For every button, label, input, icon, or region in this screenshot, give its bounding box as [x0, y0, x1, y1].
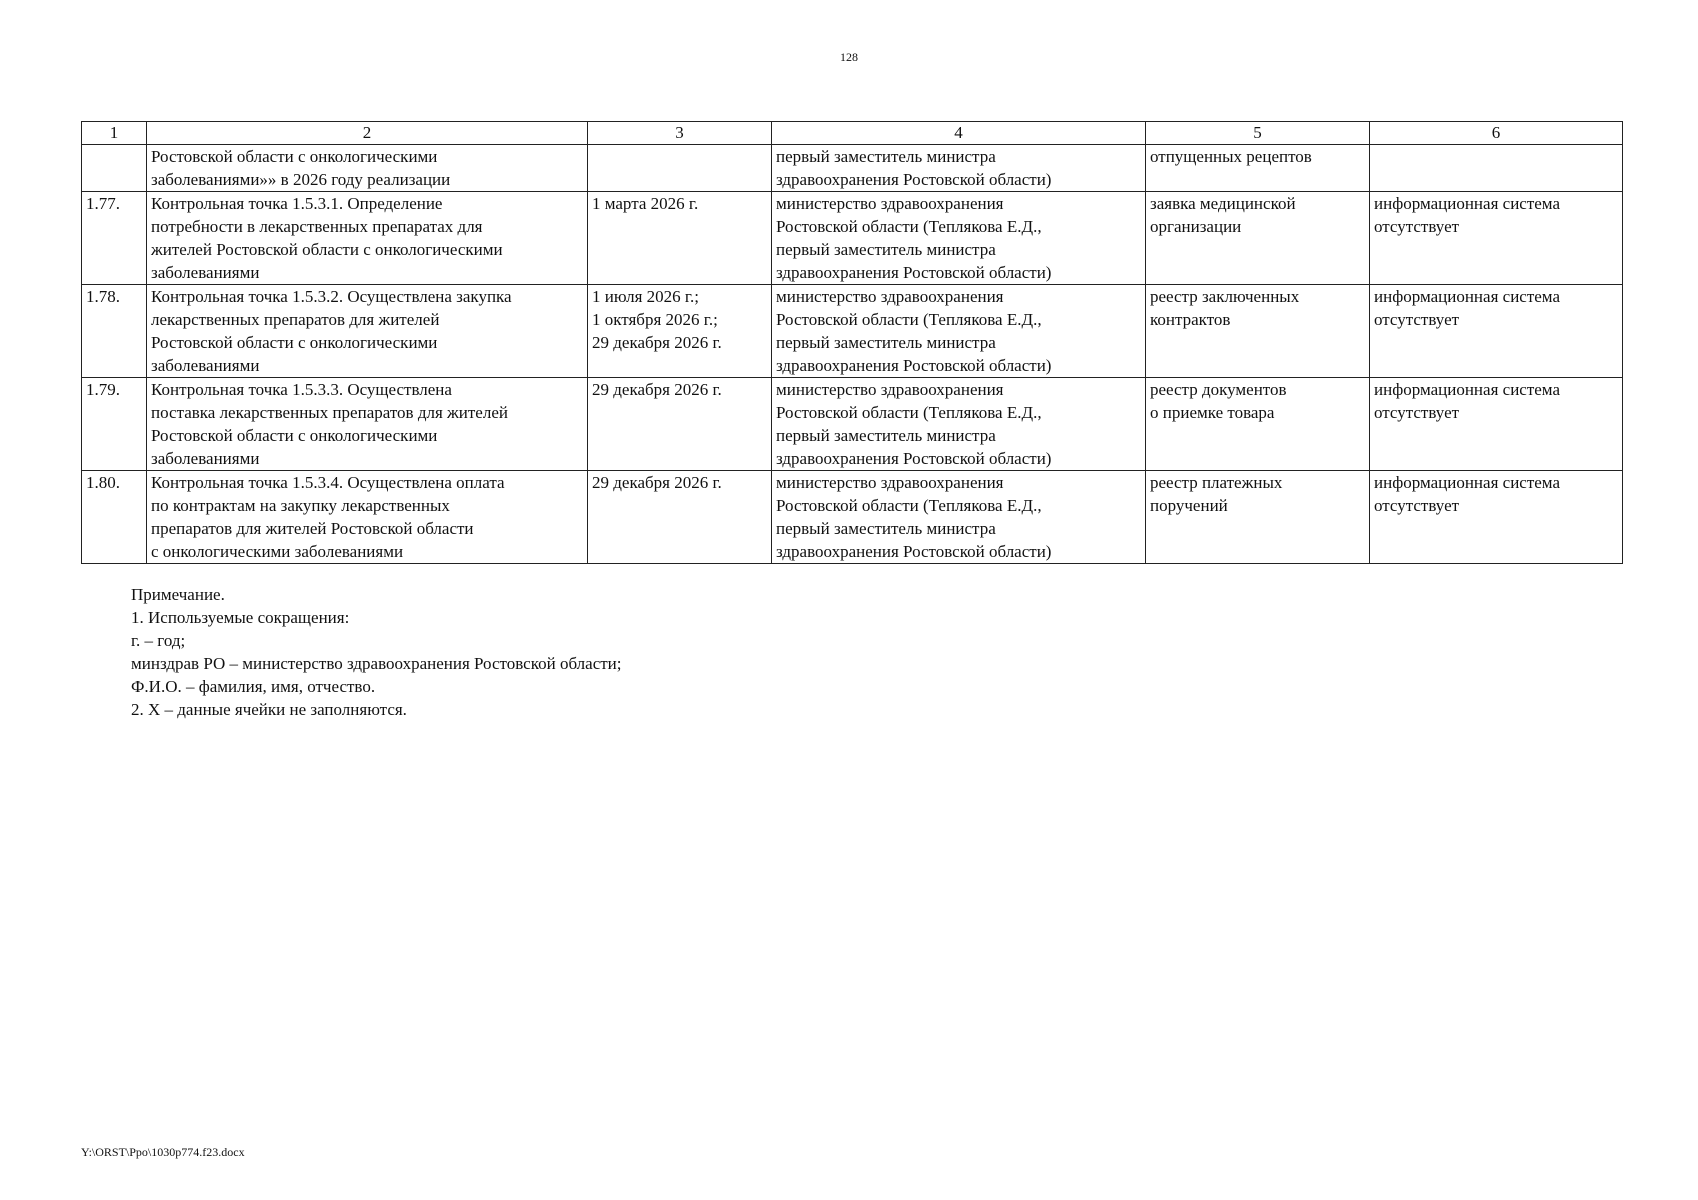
responsible-cell — [772, 145, 1146, 192]
column-header: 6 — [1370, 122, 1623, 145]
cell-text-line: 29 декабря 2026 г. — [592, 333, 722, 352]
control-point-name-cell — [147, 378, 588, 471]
cell-text-line: Ростовской области (Теплякова Е.Д., — [776, 310, 1042, 329]
cell-text-line: заболеваниями — [151, 263, 260, 282]
cell-text-line: информационная система — [1374, 194, 1560, 213]
cell-text-line: Ростовской области (Теплякова Е.Д., — [776, 496, 1042, 515]
table-row — [82, 285, 1623, 378]
cell-text-line: 1 октября 2026 г.; — [592, 310, 718, 329]
row-number-cell: 1.78. — [82, 285, 147, 378]
cell-text-line: отсутствует — [1374, 496, 1460, 515]
cell-text-line: заявка медицинской — [1150, 194, 1296, 213]
cell-text-line: 29 декабря 2026 г. — [592, 473, 722, 492]
column-header: 2 — [147, 122, 588, 145]
cell-text-line: здравоохранения Ростовской области) — [776, 542, 1052, 561]
cell-text-line: Контрольная точка 1.5.3.4. Осуществлена оплата — [151, 473, 505, 492]
cell-text-line: Ростовской области (Теплякова Е.Д., — [776, 217, 1042, 236]
note-line: 1. Используемые сокращения: — [131, 608, 350, 627]
row-number-cell — [82, 145, 147, 192]
cell-text-line: 29 декабря 2026 г. — [592, 380, 722, 399]
note-line: минздрав РО – министерство здравоохранения Ростовской области; — [131, 654, 622, 673]
row-number-cell: 1.80. — [82, 471, 147, 564]
information-system-cell — [1370, 192, 1623, 285]
column-header: 4 — [772, 122, 1146, 145]
cell-text-line: министерство здравоохранения — [776, 287, 1004, 306]
column-header: 3 — [588, 122, 772, 145]
information-system-cell — [1370, 285, 1623, 378]
cell-text-line: здравоохранения Ростовской области) — [776, 170, 1052, 189]
cell-text-line: Ростовской области с онкологическими — [151, 426, 438, 445]
cell-text-line: министерство здравоохранения — [776, 194, 1004, 213]
column-header: 1 — [82, 122, 147, 145]
cell-text-line: реестр заключенных — [1150, 287, 1300, 306]
cell-text-line: потребности в лекарственных препаратах для — [151, 217, 483, 236]
note-line: г. – год; — [131, 631, 186, 650]
responsible-cell — [772, 285, 1146, 378]
cell-text-line: Ростовской области (Теплякова Е.Д., — [776, 403, 1042, 422]
table-header-row — [82, 122, 1623, 145]
note-line: Ф.И.О. – фамилия, имя, отчество. — [131, 677, 376, 696]
control-points-table — [81, 121, 1623, 564]
cell-text-line: первый заместитель министра — [776, 240, 996, 259]
table-row — [82, 145, 1623, 192]
column-header: 5 — [1146, 122, 1370, 145]
cell-text-line: здравоохранения Ростовской области) — [776, 263, 1052, 282]
file-path-footer: Y:\ORST\Ppo\1030p774.f23.docx — [81, 1145, 245, 1159]
control-point-name-cell — [147, 192, 588, 285]
confirming-document-cell — [1146, 192, 1370, 285]
cell-text-line: информационная система — [1374, 473, 1560, 492]
control-point-name-cell — [147, 471, 588, 564]
page-number: 128 — [840, 50, 858, 64]
cell-text-line: Ростовской области с онкологическими — [151, 333, 438, 352]
confirming-document-cell — [1146, 378, 1370, 471]
cell-text-line: Контрольная точка 1.5.3.2. Осуществлена закупка — [151, 287, 512, 306]
information-system-cell — [1370, 145, 1623, 192]
table-row — [82, 192, 1623, 285]
cell-text-line: реестр платежных — [1150, 473, 1283, 492]
row-number-cell: 1.77. — [82, 192, 147, 285]
cell-text-line: информационная система — [1374, 380, 1560, 399]
cell-text-line: первый заместитель министра — [776, 519, 996, 538]
responsible-cell — [772, 192, 1146, 285]
cell-text-line: отсутствует — [1374, 403, 1460, 422]
cell-text-line: с онкологическими заболеваниями — [151, 542, 404, 561]
row-number-cell: 1.79. — [82, 378, 147, 471]
responsible-cell — [772, 378, 1146, 471]
cell-text-line: жителей Ростовской области с онкологическими — [151, 240, 503, 259]
cell-text-line: поручений — [1150, 496, 1228, 515]
table-row — [82, 378, 1623, 471]
cell-text-line: препаратов для жителей Ростовской области — [151, 519, 474, 538]
deadline-cell — [588, 145, 772, 192]
cell-text-line: поставка лекарственных препаратов для жителей — [151, 403, 508, 422]
control-point-name-cell — [147, 285, 588, 378]
cell-text-line: первый заместитель министра — [776, 147, 996, 166]
cell-text-line: о приемке товара — [1150, 403, 1275, 422]
cell-text-line: контрактов — [1150, 310, 1231, 329]
note-line: 2. Х – данные ячейки не заполняются. — [131, 700, 407, 719]
cell-text-line: организации — [1150, 217, 1242, 236]
cell-text-line: первый заместитель министра — [776, 333, 996, 352]
responsible-cell — [772, 471, 1146, 564]
cell-text-line: информационная система — [1374, 287, 1560, 306]
note-block — [131, 583, 622, 721]
cell-text-line: заболеваниями — [151, 356, 260, 375]
cell-text-line: Контрольная точка 1.5.3.3. Осуществлена — [151, 380, 452, 399]
deadline-cell — [588, 378, 772, 471]
confirming-document-cell — [1146, 145, 1370, 192]
cell-text-line: заболеваниями — [151, 449, 260, 468]
cell-text-line: отсутствует — [1374, 217, 1460, 236]
cell-text-line: отсутствует — [1374, 310, 1460, 329]
cell-text-line: 1 июля 2026 г.; — [592, 287, 699, 306]
cell-text-line: по контрактам на закупку лекарственных — [151, 496, 450, 515]
cell-text-line: лекарственных препаратов для жителей — [151, 310, 440, 329]
cell-text-line: отпущенных рецептов — [1150, 147, 1312, 166]
cell-text-line: министерство здравоохранения — [776, 380, 1004, 399]
cell-text-line: здравоохранения Ростовской области) — [776, 356, 1052, 375]
cell-text-line: Ростовской области с онкологическими — [151, 147, 438, 166]
cell-text-line: 1 марта 2026 г. — [592, 194, 699, 213]
cell-text-line: первый заместитель министра — [776, 426, 996, 445]
deadline-cell — [588, 471, 772, 564]
cell-text-line: реестр документов — [1150, 380, 1287, 399]
control-point-name-cell — [147, 145, 588, 192]
table-row — [82, 471, 1623, 564]
deadline-cell — [588, 285, 772, 378]
note-title: Примечание. — [131, 585, 225, 604]
information-system-cell — [1370, 378, 1623, 471]
cell-text-line: заболеваниями»» в 2026 году реализации — [151, 170, 451, 189]
cell-text-line: министерство здравоохранения — [776, 473, 1004, 492]
cell-text-line: Контрольная точка 1.5.3.1. Определение — [151, 194, 443, 213]
information-system-cell — [1370, 471, 1623, 564]
confirming-document-cell — [1146, 285, 1370, 378]
confirming-document-cell — [1146, 471, 1370, 564]
cell-text-line: здравоохранения Ростовской области) — [776, 449, 1052, 468]
deadline-cell — [588, 192, 772, 285]
